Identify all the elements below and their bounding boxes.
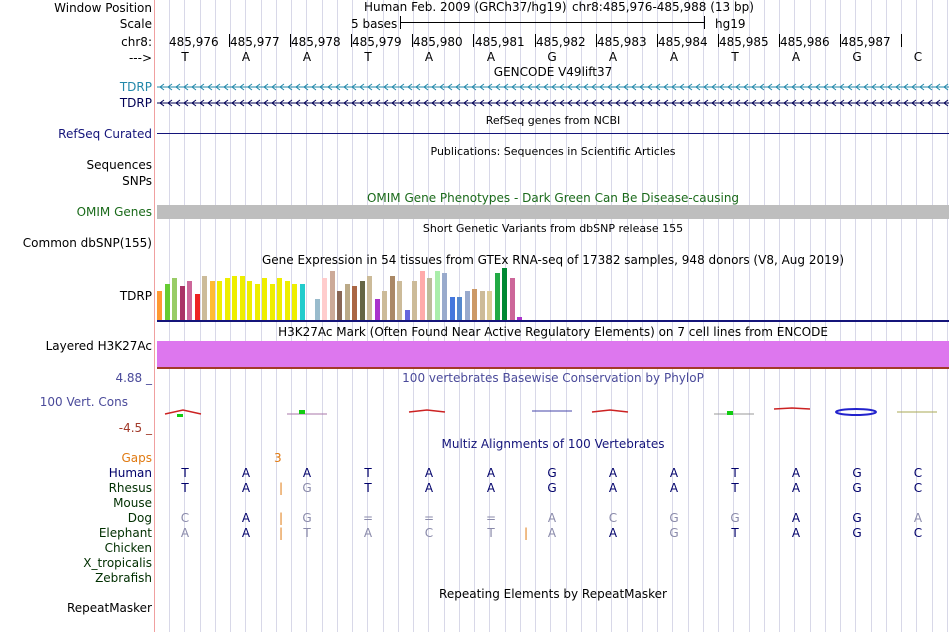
- aligned-base: A: [241, 511, 251, 525]
- aligned-base: A: [241, 526, 251, 540]
- gtex-tissue-bar[interactable]: [360, 281, 365, 320]
- aligned-base: A: [241, 466, 251, 480]
- label-strand-arrow[interactable]: --->: [128, 51, 152, 65]
- label-scale[interactable]: Scale: [119, 17, 152, 31]
- gtex-tissue-bar[interactable]: [502, 268, 507, 320]
- gtex-tissue-bar[interactable]: [172, 278, 177, 320]
- species-label-chicken[interactable]: Chicken: [104, 541, 152, 555]
- species-label-rhesus[interactable]: Rhesus: [108, 481, 152, 495]
- gtex-tissue-bar[interactable]: [262, 278, 267, 320]
- aligned-base: A: [302, 466, 312, 480]
- label-window-position[interactable]: Window Position: [54, 1, 152, 15]
- aligned-base: C: [180, 511, 190, 525]
- aligned-base: =: [485, 511, 497, 525]
- coordinate-label: 485,979: [352, 35, 402, 49]
- aligned-base: |: [278, 511, 284, 525]
- gtex-tissue-bar[interactable]: [465, 291, 470, 320]
- gtex-tissue-bar[interactable]: [202, 276, 207, 320]
- aligned-base: T: [731, 466, 739, 480]
- label-tdrp-gencode-2[interactable]: TDRP: [119, 96, 152, 110]
- aligned-base: T: [364, 481, 372, 495]
- aligned-base: C: [424, 526, 434, 540]
- reference-base: T: [364, 50, 372, 64]
- species-label-zebrafish[interactable]: Zebrafish: [95, 571, 152, 585]
- h3k27ac-baseline: [157, 367, 949, 369]
- aligned-base: T: [731, 526, 739, 540]
- scale-bases-label: 5 bases: [351, 17, 398, 31]
- aligned-base: T: [303, 526, 311, 540]
- gencode-track-title: GENCODE V49lift37: [493, 65, 613, 79]
- gtex-tissue-bar[interactable]: [165, 284, 170, 320]
- position-label: chr8:485,976-485,988 (13 bp): [572, 0, 754, 14]
- aligned-base: A: [791, 526, 801, 540]
- refseq-gene-line[interactable]: [157, 133, 949, 134]
- label-refseq-curated[interactable]: RefSeq Curated: [58, 127, 152, 141]
- aligned-base: A: [791, 511, 801, 525]
- aligned-base: T: [731, 481, 739, 495]
- gtex-tissue-bar[interactable]: [487, 291, 492, 320]
- repeatmasker-track-title: Repeating Elements by RepeatMasker: [439, 587, 667, 601]
- gtex-tissue-bar[interactable]: [450, 297, 455, 320]
- h3k27ac-track-title: H3K27Ac Mark (Often Found Near Active Regulatory Elements) on 7 cell lines from ENCODE: [278, 325, 828, 339]
- aligned-base: G: [730, 511, 740, 525]
- reference-base: A: [241, 50, 251, 64]
- coordinate-tick: [901, 34, 902, 47]
- label-common-dbsnp[interactable]: Common dbSNP(155): [22, 236, 152, 250]
- aligned-base: |: [278, 526, 284, 540]
- aligned-base: A: [669, 466, 679, 480]
- coordinate-tick: [473, 34, 474, 47]
- label-snps[interactable]: SNPs: [122, 174, 152, 188]
- aligned-base: T: [181, 481, 189, 495]
- coordinate-label: 485,984: [658, 35, 708, 49]
- coordinate-label: 485,981: [475, 35, 525, 49]
- aligned-base: T: [487, 526, 495, 540]
- gtex-tissue-bar[interactable]: [232, 276, 237, 320]
- gtex-tissue-bar[interactable]: [300, 284, 305, 320]
- species-label-human[interactable]: Human: [108, 466, 152, 480]
- gtex-tissue-bar[interactable]: [180, 286, 185, 320]
- aligned-base: G: [669, 511, 679, 525]
- gtex-tissue-bar[interactable]: [442, 273, 447, 320]
- aligned-base: A: [608, 481, 618, 495]
- aligned-base: |: [523, 526, 529, 540]
- aligned-base: G: [302, 481, 312, 495]
- reference-base: A: [486, 50, 496, 64]
- reference-base: A: [669, 50, 679, 64]
- label-tdrp-gencode-1[interactable]: TDRP: [119, 80, 152, 94]
- gaps-count: 3: [274, 451, 282, 465]
- aligned-base: A: [424, 481, 434, 495]
- label-repeatmasker[interactable]: RepeatMasker: [66, 601, 152, 615]
- gtex-tissue-bar[interactable]: [292, 284, 297, 320]
- omim-gene-bar[interactable]: [157, 205, 949, 219]
- scale-bar: [400, 16, 705, 30]
- aligned-base: G: [547, 466, 557, 480]
- aligned-base: |: [278, 481, 284, 495]
- aligned-base: C: [913, 526, 923, 540]
- publications-track-title: Publications: Sequences in Scientific Articles: [430, 145, 676, 158]
- aligned-base: G: [302, 511, 312, 525]
- gtex-tissue-bar[interactable]: [405, 310, 410, 320]
- gtex-tissue-bar[interactable]: [337, 291, 342, 320]
- label-sequences[interactable]: Sequences: [86, 158, 152, 172]
- aligned-base: A: [791, 481, 801, 495]
- gtex-tissue-bar[interactable]: [210, 281, 215, 320]
- gtex-tissue-bar[interactable]: [420, 271, 425, 320]
- coordinate-label: 485,983: [597, 35, 647, 49]
- scale-db-label: hg19: [715, 17, 746, 31]
- coordinate-label: 485,980: [413, 35, 463, 49]
- aligned-base: T: [181, 466, 189, 480]
- aligned-base: G: [547, 481, 557, 495]
- species-label-dog[interactable]: Dog: [127, 511, 152, 525]
- aligned-base: A: [669, 481, 679, 495]
- coordinate-label: 485,987: [841, 35, 891, 49]
- aligned-base: C: [608, 511, 618, 525]
- aligned-base: A: [547, 526, 557, 540]
- species-label-mouse[interactable]: Mouse: [113, 496, 152, 510]
- gtex-tissue-bar[interactable]: [435, 271, 440, 320]
- gtex-tissue-bar[interactable]: [277, 278, 282, 320]
- gtex-tissue-bar[interactable]: [427, 278, 432, 320]
- label-100-vert-cons[interactable]: 100 Vert. Cons: [39, 395, 128, 409]
- label-cons-min: -4.5 _: [118, 421, 152, 435]
- reference-base: C: [913, 50, 923, 64]
- label-omim-genes[interactable]: OMIM Genes: [76, 205, 152, 219]
- label-cons-max: 4.88 _: [115, 371, 152, 385]
- reference-base: T: [731, 50, 739, 64]
- gtex-tissue-bar[interactable]: [315, 299, 320, 320]
- gtex-tissue-bar[interactable]: [225, 278, 230, 320]
- multiz-track-title: Multiz Alignments of 100 Vertebrates: [441, 437, 665, 451]
- aligned-base: A: [486, 481, 496, 495]
- omim-track-title: OMIM Gene Phenotypes - Dark Green Can Be Disease-causing: [366, 191, 740, 205]
- reference-base: A: [302, 50, 312, 64]
- coordinate-label: 485,982: [536, 35, 586, 49]
- aligned-base: G: [852, 481, 862, 495]
- gtex-tissue-bar[interactable]: [472, 289, 477, 320]
- aligned-base: G: [669, 526, 679, 540]
- label-layered-h3k27ac[interactable]: Layered H3K27Ac: [45, 339, 152, 353]
- track-divider: [154, 0, 155, 632]
- aligned-base: A: [547, 511, 557, 525]
- aligned-base: A: [241, 481, 251, 495]
- aligned-base: T: [364, 466, 372, 480]
- reference-base: A: [424, 50, 434, 64]
- phylop-track-title: 100 vertebrates Basewise Conservation by PhyloP: [402, 371, 704, 385]
- gtex-tissue-bar[interactable]: [382, 291, 387, 320]
- aligned-base: A: [913, 511, 923, 525]
- gtex-tissue-bar[interactable]: [240, 276, 245, 320]
- aligned-base: A: [363, 526, 373, 540]
- gtex-tissue-bar[interactable]: [352, 286, 357, 320]
- coordinate-label: 485,976: [169, 35, 219, 49]
- gtex-tissue-bar[interactable]: [247, 281, 252, 320]
- gtex-tissue-bar[interactable]: [157, 291, 162, 320]
- gtex-bar-chart[interactable]: [157, 268, 537, 320]
- reference-base: A: [608, 50, 618, 64]
- gtex-tissue-bar[interactable]: [330, 271, 335, 320]
- aligned-base: C: [913, 481, 923, 495]
- aligned-base: =: [423, 511, 435, 525]
- aligned-base: A: [180, 526, 190, 540]
- gtex-tissue-bar[interactable]: [397, 281, 402, 320]
- aligned-base: C: [913, 466, 923, 480]
- gtex-track-title: Gene Expression in 54 tissues from GTEx RNA-seq of 17382 samples, 948 donors (V8, Aug 2019): [261, 253, 845, 267]
- aligned-base: A: [608, 466, 618, 480]
- gencode-transcripts[interactable]: [157, 80, 949, 110]
- gtex-tissue-bar[interactable]: [285, 281, 290, 320]
- aligned-base: A: [486, 466, 496, 480]
- label-chr[interactable]: chr8:: [121, 35, 152, 49]
- phylop-conservation-plot[interactable]: [157, 400, 949, 424]
- aligned-base: G: [852, 466, 862, 480]
- gtex-tissue-bar[interactable]: [367, 276, 372, 320]
- gtex-tissue-bar[interactable]: [375, 299, 380, 320]
- gtex-tissue-bar[interactable]: [322, 278, 327, 320]
- reference-base: T: [181, 50, 189, 64]
- gtex-tissue-bar[interactable]: [480, 291, 485, 320]
- gtex-tissue-bar[interactable]: [195, 294, 200, 320]
- h3k27ac-signal[interactable]: [157, 341, 949, 367]
- reference-base: G: [852, 50, 862, 64]
- species-label-elephant[interactable]: Elephant: [98, 526, 152, 540]
- coordinate-label: 485,986: [780, 35, 830, 49]
- aligned-base: A: [424, 466, 434, 480]
- assembly-label: Human Feb. 2009 (GRCh37/hg19): [364, 0, 567, 14]
- refseq-track-title: RefSeq genes from NCBI: [485, 114, 621, 127]
- label-gaps[interactable]: Gaps: [121, 451, 152, 465]
- gtex-tissue-bar[interactable]: [412, 281, 417, 320]
- aligned-base: G: [852, 526, 862, 540]
- aligned-base: A: [608, 526, 618, 540]
- reference-base: A: [791, 50, 801, 64]
- label-gtex-tdrp[interactable]: TDRP: [119, 289, 152, 303]
- gtex-tissue-bar[interactable]: [457, 297, 462, 320]
- coordinate-label: 485,978: [291, 35, 341, 49]
- gtex-tissue-bar[interactable]: [390, 276, 395, 320]
- aligned-base: A: [791, 466, 801, 480]
- gtex-baseline: [157, 320, 949, 322]
- gtex-tissue-bar[interactable]: [510, 278, 515, 320]
- coordinate-label: 485,985: [719, 35, 769, 49]
- coordinate-label: 485,977: [230, 35, 280, 49]
- species-label-x_tropicalis[interactable]: X_tropicalis: [83, 556, 152, 570]
- reference-base: G: [547, 50, 557, 64]
- gtex-tissue-bar[interactable]: [495, 273, 500, 320]
- aligned-base: G: [852, 511, 862, 525]
- gtex-tissue-bar[interactable]: [217, 281, 222, 320]
- gtex-tissue-bar[interactable]: [270, 284, 275, 320]
- gtex-tissue-bar[interactable]: [345, 284, 350, 320]
- dbsnp-track-title: Short Genetic Variants from dbSNP release 155: [422, 222, 684, 235]
- gtex-tissue-bar[interactable]: [187, 281, 192, 320]
- aligned-base: =: [362, 511, 374, 525]
- gtex-tissue-bar[interactable]: [255, 284, 260, 320]
